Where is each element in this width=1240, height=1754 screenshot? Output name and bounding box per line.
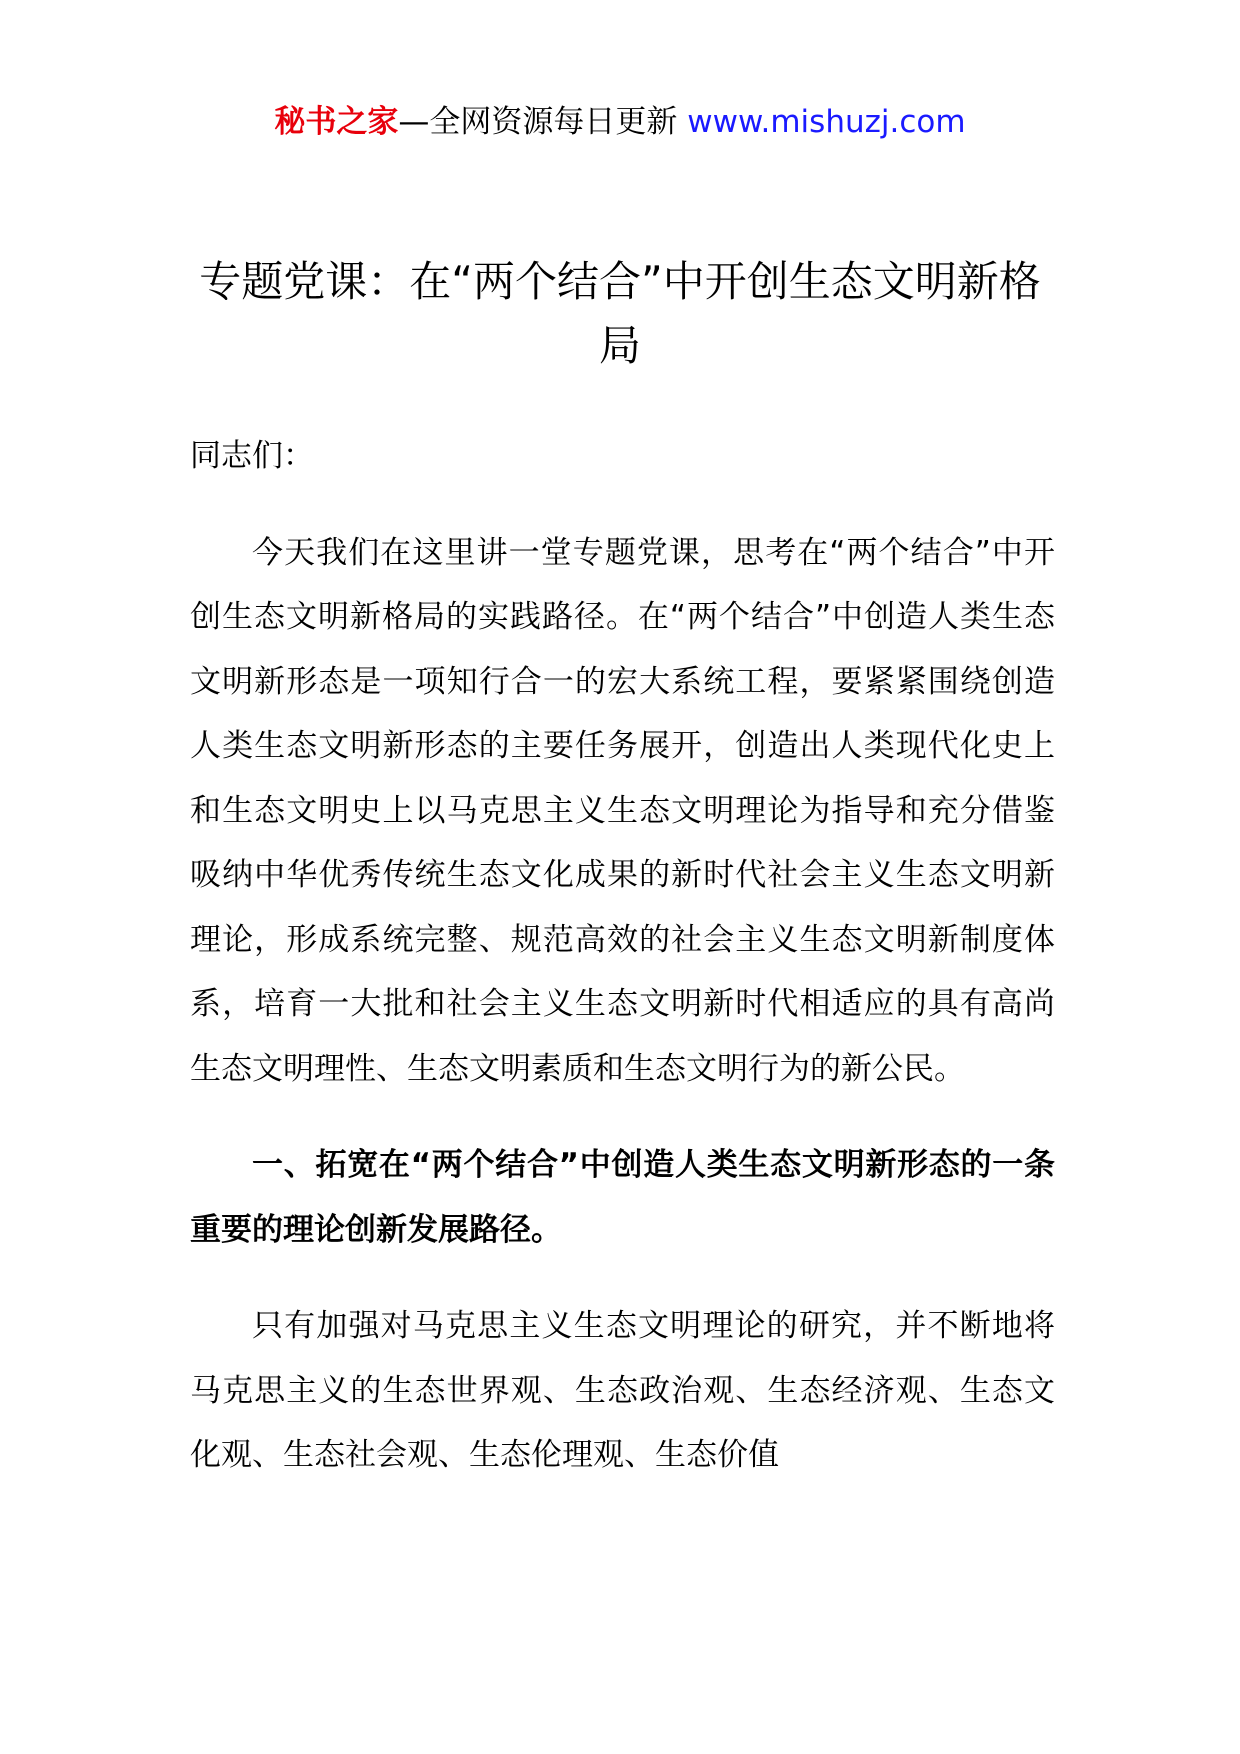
paragraph-intro: 今天我们在这里讲一堂专题党课，思考在“两个结合”中开创生态文明新格局的实践路径。在“两个结合”中创造人类生态文明新形态是一项知行合一的宏大系统工程，要紧紧围绕创造人类生态文明新形态的主要任务展开，创造出人类现代化史上和生态文明史上以马克思主义生态文明理论为指导和充分借鉴吸纳中华优秀传统生态文化成果的新时代社会主义生态文明新理论，形成系统完整、规范高效的社会主义生态文明新制度体系，培育一大批和社会主义生态文明新时代相适应的具有高尚生态文明理性、生态文明素质和生态文明行为的新公民。 <box>190 534 1055 1087</box>
salutation: 同志们： <box>190 438 314 474</box>
site-url-link[interactable]: www.mishuzj.com <box>687 104 966 140</box>
site-header <box>0 100 1240 144</box>
site-tagline: —全网资源每日更新 <box>398 104 678 140</box>
document-body <box>190 424 1055 1520</box>
paragraph-section-1: 只有加强对马克思主义生态文明理论的研究，并不断地将马克思主义的生态世界观、生态政治观、生态经济观、生态文化观、生态社会观、生态伦理观、生态价值 <box>190 1308 1055 1473</box>
section-heading-1: 一、拓宽在“两个结合”中创造人类生态文明新形态的一条重要的理论创新发展路径。 <box>190 1147 1055 1248</box>
site-brand: 秘书之家 <box>274 104 399 140</box>
document-title: 专题党课：在“两个结合”中开创生态文明新格局 <box>199 257 1041 370</box>
